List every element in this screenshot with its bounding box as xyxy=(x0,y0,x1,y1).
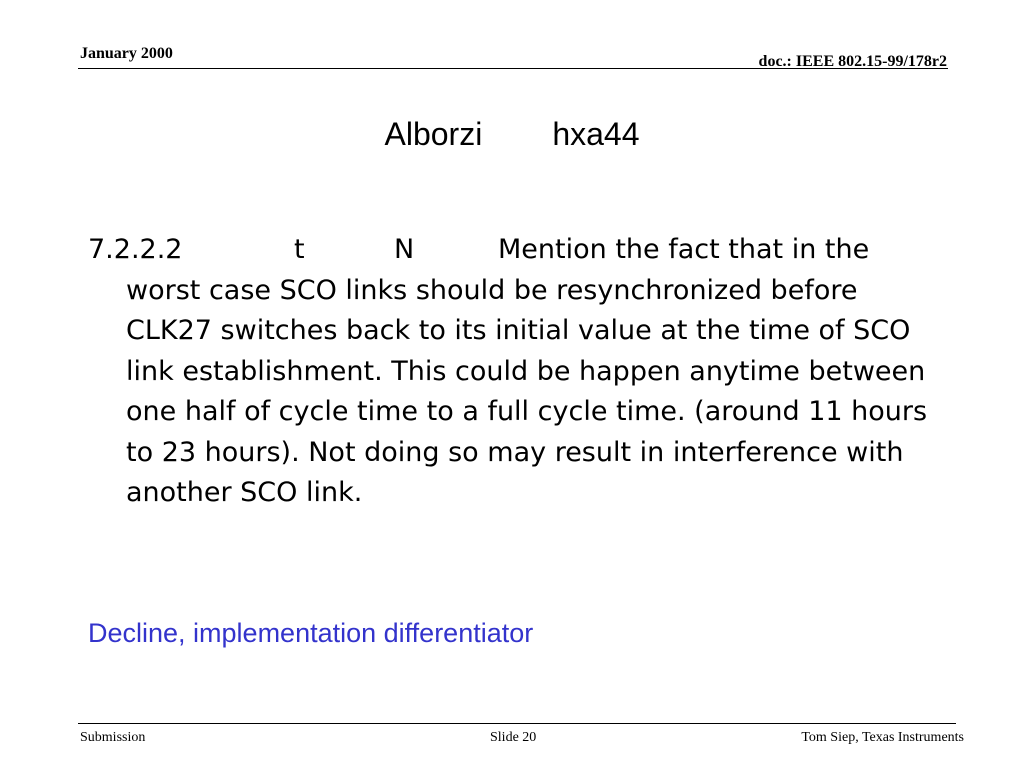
comment-response: Decline, implementation differentiator xyxy=(88,618,534,648)
footer-author: Tom Siep, Texas Instruments xyxy=(801,730,964,745)
comment-flag: N xyxy=(394,234,415,265)
header-doc-id: doc.: IEEE 802.15-99/178r2 xyxy=(758,53,947,70)
comment-clause: 7.2.2.2 xyxy=(88,234,183,265)
header-date: January 2000 xyxy=(80,45,173,62)
slide-title xyxy=(0,114,1024,154)
comment-type: t xyxy=(294,234,305,265)
footer-divider xyxy=(78,723,956,724)
title-comment-id: hxa44 xyxy=(552,116,640,152)
comment-paragraph xyxy=(88,230,948,514)
comment-text: Mention the fact that in the worst case SCO links should be resynchronized before CLK27 switches back to its initial value at the time of SCO link establishment. This could be happen anytime between one half of cycle time to a full cycle time. (around 11 hours to 23 hours). Not doing so may result in interference with another SCO link. xyxy=(126,234,928,508)
header-divider xyxy=(78,68,948,69)
title-author: Alborzi xyxy=(384,116,483,152)
footer-slide-number: Slide 20 xyxy=(490,730,537,745)
footer-submission: Submission xyxy=(80,730,146,745)
